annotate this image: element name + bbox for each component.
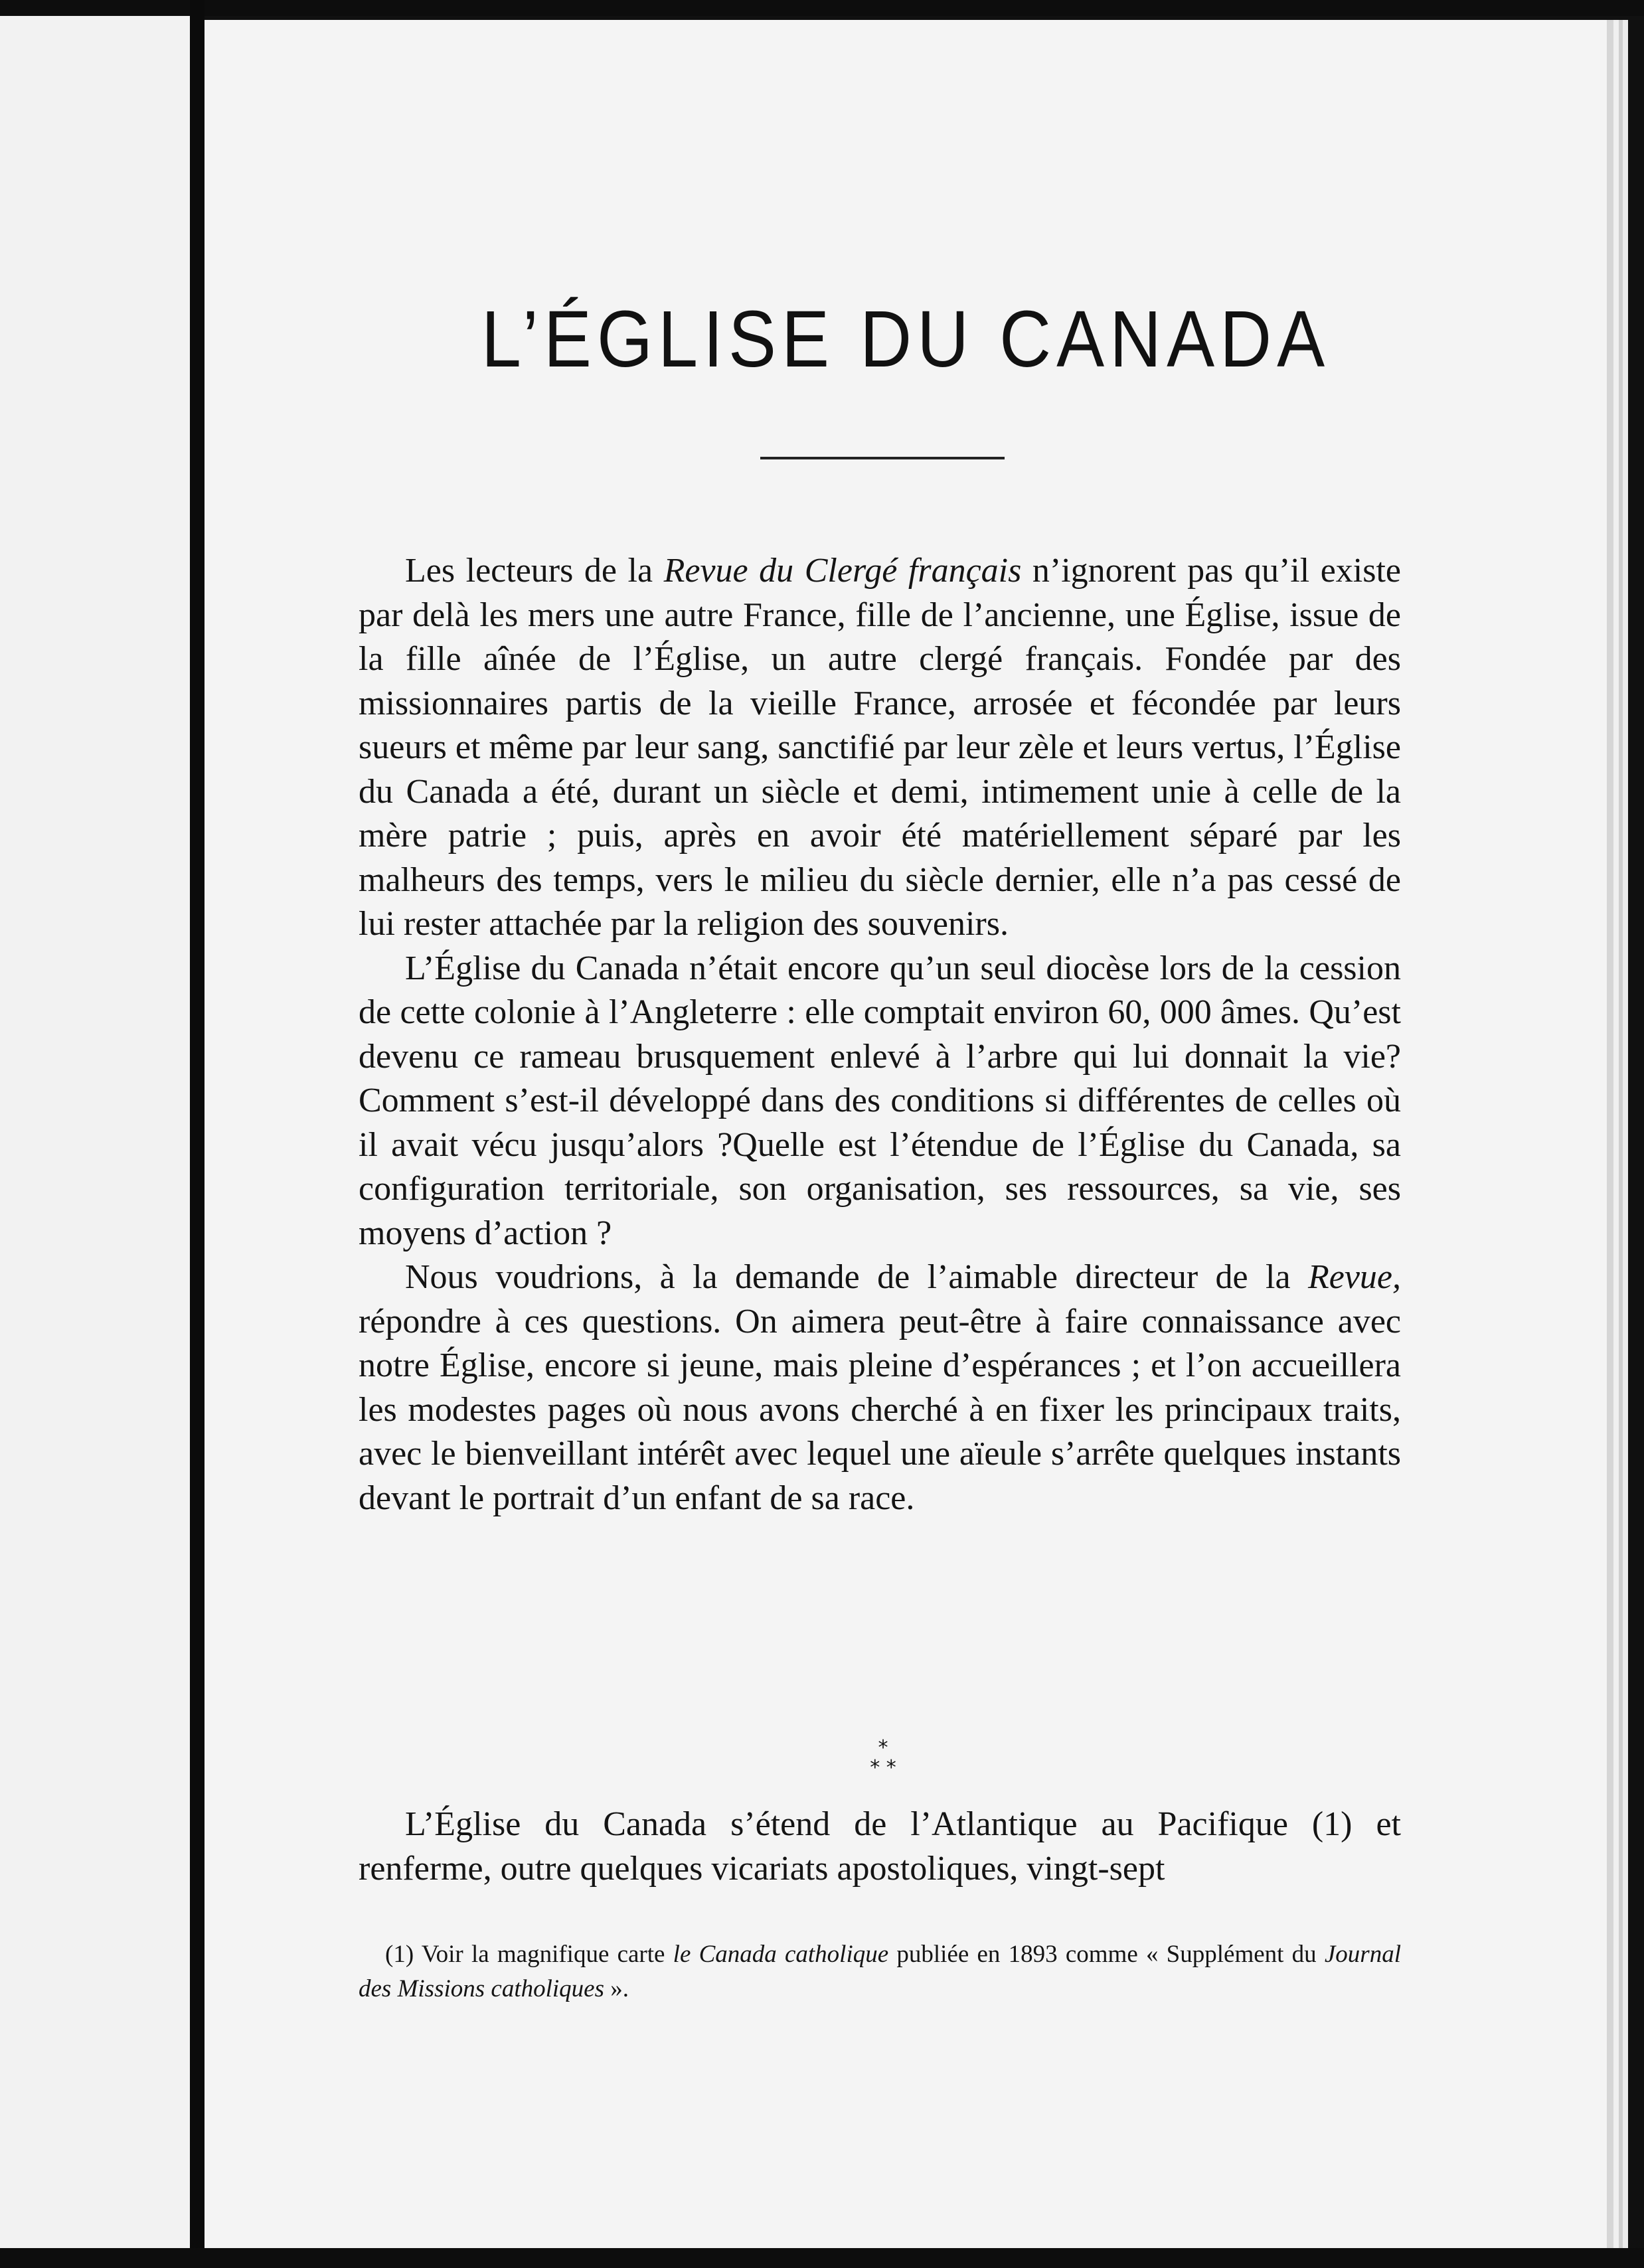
paragraph-3-text-a: Nous voudrions, à la demande de l’aimable directeur de la	[405, 1258, 1308, 1296]
title-rule	[760, 457, 1005, 459]
footnote-italic-a: le Canada catholique	[673, 1941, 889, 1968]
paragraph-3	[359, 1256, 1401, 1520]
paragraph-3-italic: Revue,	[1307, 1258, 1401, 1296]
footnote-text-b: publiée en 1893 comme « Supplément du	[888, 1941, 1325, 1968]
body-text	[359, 549, 1401, 1520]
footnote	[359, 1937, 1401, 2006]
footnote-text-a: (1) Voir la magnifique carte	[385, 1941, 673, 1968]
paragraph-2	[359, 947, 1401, 1256]
paragraph-1-text-b: n’ignorent pas qu’il existe par delà les mers une autre France, fille de l’ancienne, une Église, issue de la fille aînée de l’Église, un autre clergé français. Fondée par des missionnaires partis de la vieille France, arrosée et fécondée par leurs sueurs et même par leur sang, sanctifié par leur zèle et leurs vertus, l’Église du Canada a été, durant un siècle et demi, intimement unie à celle de la mère patrie ; puis, après en avoir été matériellement séparé par les malheurs des temps, vers le milieu du siècle dernier, elle n’a pas cessé de lui rester attachée par la religion des souvenirs.	[359, 552, 1401, 943]
section-separator	[823, 1738, 943, 1778]
paragraph-3-text-b: répondre à ces questions. On aimera peut-être à faire connaissance avec notre Église, encore si jeune, mais pleine d’espérances ; et l’on accueillera les modestes pages où nous avons cherché à en fixer les principaux traits, avec le bienveillant intérêt avec lequel une aïeule s’arrête quelques instants devant le portrait d’un enfant de sa race.	[359, 1302, 1401, 1517]
scan-top-border	[0, 0, 1644, 16]
body-text-continued	[359, 1803, 1401, 1891]
page-edge	[1628, 20, 1644, 2248]
separator-stars-bottom: * *	[870, 1756, 896, 1779]
paragraph-1-italic: Revue du Clergé français	[663, 552, 1022, 590]
paragraph-1	[359, 549, 1401, 947]
footnote-1	[359, 1937, 1401, 2006]
paragraph-4: L’Église du Canada s’étend de l’Atlantique au Pacifique (1) et renferme, outre quelques vicariats apostoliques, vingt-sept	[359, 1805, 1401, 1888]
left-facing-page	[0, 16, 190, 2268]
paragraph-1-text-a: Les lecteurs de la	[405, 552, 664, 590]
book-gutter	[190, 0, 205, 2268]
page-edge	[1623, 20, 1628, 2248]
scan-bottom-border	[0, 2248, 1644, 2268]
paragraph-2-text: L’Église du Canada n’était encore qu’un seul diocèse lors de la cession de cette colonie à l’Angleterre : elle comptait environ 60, 000 âmes. Qu’est devenu ce rameau brusquement enlevé à l’arbre qui lui donnait la vie? Comment s’est-il développé dans des conditions si différentes de celles où il avait vécu jusqu’alors ?Quelle est l’étendue de l’Église du Canada, sa configuration territoriale, son organisation, ses ressources, sa vie, ses moyens d’action ?	[359, 949, 1401, 1252]
page-edge	[1607, 20, 1613, 2248]
page-edge	[1613, 20, 1619, 2248]
footnote-italic-b: Journal des Missions catholiques	[359, 1941, 1401, 2002]
separator-star-top: *	[878, 1736, 888, 1759]
footnote-text-c: ».	[604, 1975, 629, 2002]
page-title: L’ÉGLISE DU CANADA	[481, 293, 1331, 384]
